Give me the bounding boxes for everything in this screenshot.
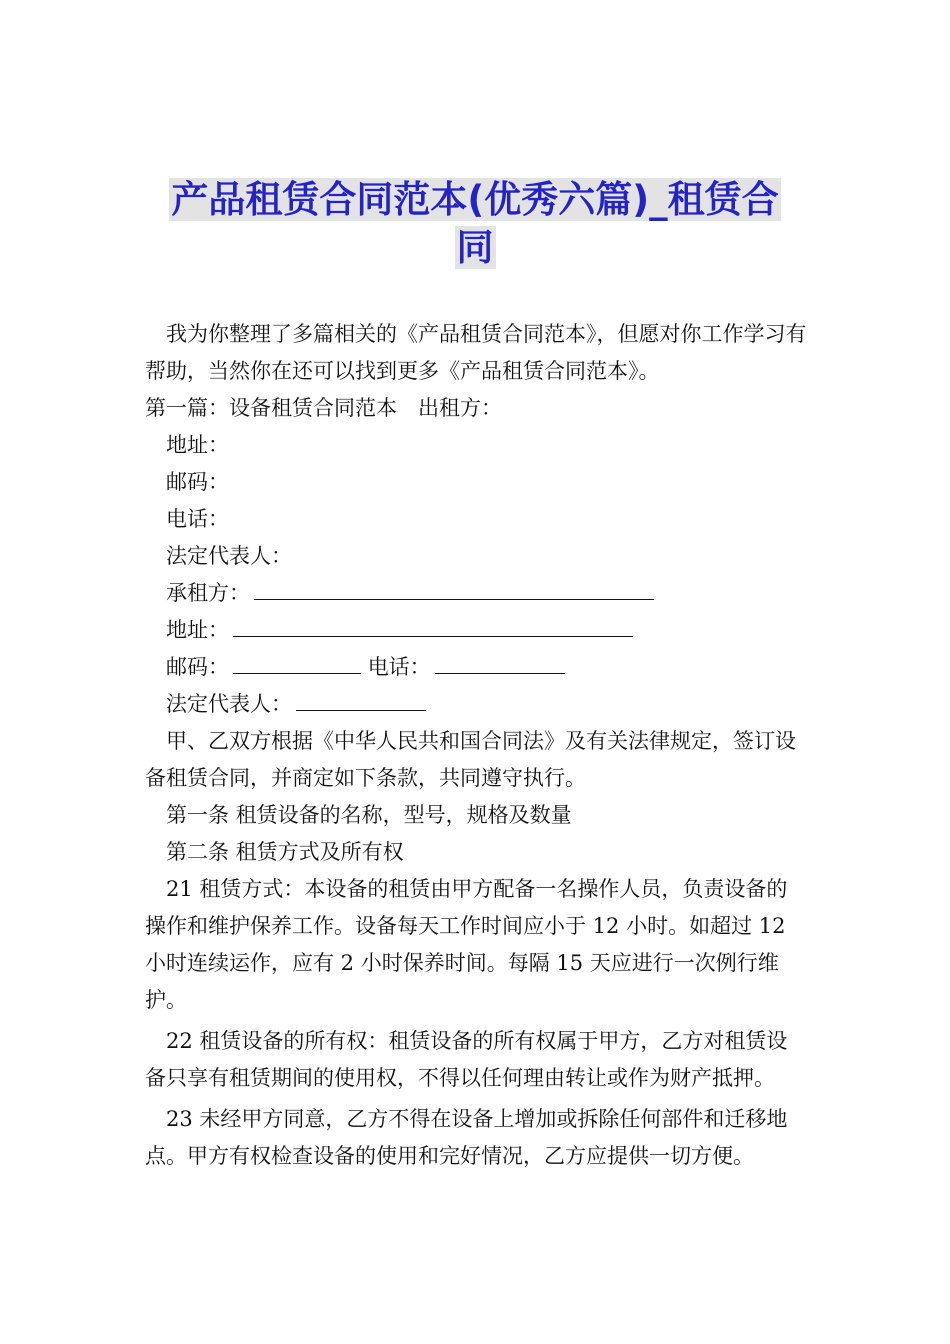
lessee-row [145, 575, 807, 612]
lessor-phone-field: 电话： [166, 507, 229, 531]
lessor-representative-field: 法定代表人： [166, 544, 292, 568]
lessee-label: 承租方： [166, 581, 250, 605]
lessee-phone-blank-line [435, 651, 565, 674]
lessee-postcode-blank-line [233, 651, 361, 674]
lessee-blank-line [254, 577, 654, 600]
lessee-address-row [145, 612, 807, 649]
lessee-contact-row [145, 649, 807, 686]
preamble-paragraph: 甲、乙双方根据《中华人民共和国合同法》及有关法律规定，签订设备租赁合同，并商定如下条款，共同遵守执行。 [145, 729, 796, 790]
document-body [145, 316, 807, 1175]
clause-2-3: 23 未经甲方同意，乙方不得在设备上增加或拆除任何部件和迁移地点。甲方有权检查设备的使用和完好情况，乙方应提供一切方便。 [145, 1107, 788, 1168]
document-title [150, 176, 800, 272]
article-1: 第一条 租赁设备的名称，型号，规格及数量 [166, 803, 572, 827]
lessee-address-blank-line [233, 614, 633, 637]
lessee-representative-blank-line [296, 688, 426, 711]
lessee-address-label: 地址： [166, 618, 229, 642]
title-line-1: 产品租赁合同范本(优秀六篇)_租赁合 [171, 178, 779, 221]
section-heading: 第一篇：设备租赁合同范本 出租方： [145, 396, 502, 420]
intro-paragraph: 我为你整理了多篇相关的《产品租赁合同范本》，但愿对你工作学习有帮助，当然你在还可以找到更多《产品租赁合同范本》。 [145, 322, 807, 383]
lessee-representative-row [145, 686, 807, 723]
article-2: 第二条 租赁方式及所有权 [166, 840, 404, 864]
lessee-postcode-label: 邮码： [166, 655, 229, 679]
title-line-2: 同 [456, 226, 494, 269]
lessee-representative-label: 法定代表人： [166, 692, 292, 716]
clause-2-2: 22 租赁设备的所有权：租赁设备的所有权属于甲方，乙方对租赁设备只享有租赁期间的使用权，不得以任何理由转让或作为财产抵押。 [145, 1029, 788, 1090]
lessor-postcode-field: 邮码： [166, 470, 229, 494]
lessee-phone-label: 电话： [367, 655, 431, 679]
lessor-address-field: 地址： [166, 433, 229, 457]
clause-2-1: 21 租赁方式：本设备的租赁由甲方配备一名操作人员，负责设备的操作和维护保养工作。设备每天工作时间应小于 12 小时。如超过 12 小时连续运作，应有 2 小时保养时间。每隔 15 天应进行一次例行维护。 [145, 877, 788, 1012]
